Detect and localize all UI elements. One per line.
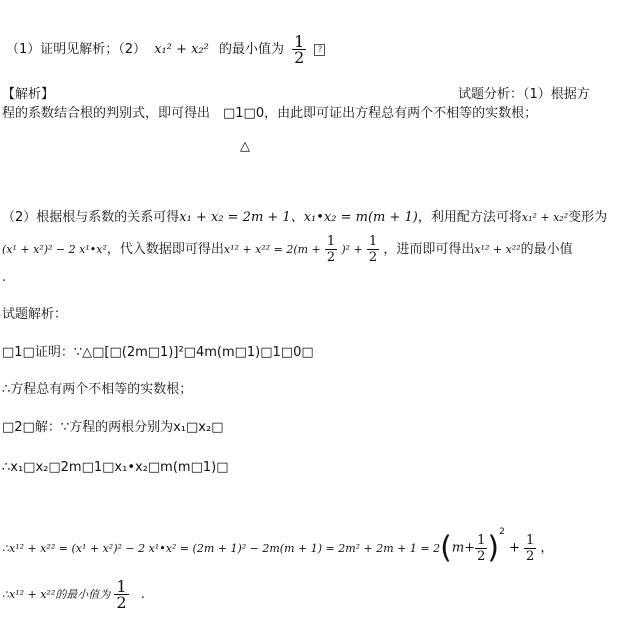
step5-plus: + [508,540,520,556]
part2-line2 [2,234,573,266]
half-fraction-3 [475,533,487,564]
answer-line [6,34,325,65]
frac-num: 1 [526,533,535,548]
frac-den: 2 [116,593,127,612]
frac-den: 2 [477,549,486,564]
part2-relation: x₁ + x₂ = 2m + 1、x₁•x₂ = m(m + 1) [179,210,418,225]
half-fraction-5 [114,579,128,610]
solution-step2: ∴方程总有两个不相等的实数根； [2,382,193,397]
answer-expr: x₁² + x₂² [154,42,209,57]
answer-tail: 的最小值为 [219,42,285,57]
solution-step4: ∴x₁□x₂□2m□1□x₁•x₂□m(m□1)□ [2,460,229,475]
part2-form: (x¹ + x²)² − 2 x¹•x² [2,243,107,256]
solution-title: 试题解析： [2,307,68,322]
square-sup: 2 [499,527,505,537]
solution-step1: □1□证明：∵△□[□(2m□1)]²□4m(m□1)□1□0□ [2,345,314,360]
part2-text-c: ，利用配方法可将 [417,210,522,225]
step5-m: m+ [451,540,476,556]
analysis-right: 试题分析：（1）根据方 [458,87,590,102]
part2-text-b: ，代入数据即可得出 [106,242,224,257]
part2-text-g: 的最小值 [520,242,573,257]
frac-den: 2 [368,250,378,265]
part2-square: )² + [341,243,363,256]
analysis-line2: 程的系数结合根的判别式，即可得出 □1□0，由此即可证出方程总有两个不相等的实数根； [2,106,538,121]
solution-step6 [2,578,145,612]
part2-sum: x¹² + x²² [474,243,521,256]
fraction-numerator: 1 [294,32,305,51]
half-fraction-4 [524,533,536,564]
part2-expr: x₁² + x₂² [521,211,569,224]
analysis-head: 【解析】 [2,87,55,102]
frac-den: 2 [326,250,336,265]
solution-step3: □2□解：∵方程的两根分别为x₁□x₂□ [2,420,224,435]
fraction-denominator: 2 [294,48,305,67]
part2-dot: . [2,270,7,285]
left-paren: ( [440,530,452,566]
step5-comma: ， [540,540,554,556]
answer-part1: （1）证明见解析；（2） [6,42,147,57]
frac-den: 2 [526,549,535,564]
solution-step5 [2,512,553,569]
step6-dot: . [140,587,145,602]
triangle-symbol: △ [240,139,250,154]
part2-text-e: 变形为 [568,210,608,225]
frac-num: 1 [326,234,336,249]
right-paren: ) [487,530,500,566]
frac-num: 1 [116,577,127,596]
step6-text: ∴x¹² + x²²的最小值为 [2,588,111,601]
frac-num: 1 [477,533,486,548]
missing-glyph-icon: ? [314,44,325,56]
part2-text-e2: ，进而即可得出 [383,242,475,257]
step5-expr: ∴x¹² + x²² = (x¹ + x²)² − 2 x¹•x² = (2m + 1)² − 2m(m + 1) = 2m² + 2m + 1 = 2 [2,542,441,555]
frac-num: 1 [368,234,378,249]
half-fraction-2 [367,234,379,265]
answer-fraction [292,34,306,65]
part2-line1 [2,210,607,226]
part2-result: x¹² + x²² = 2(m + [223,243,321,256]
half-fraction-1 [325,234,337,265]
part2-text-a: （2）根据根与系数的关系可得 [2,210,180,225]
